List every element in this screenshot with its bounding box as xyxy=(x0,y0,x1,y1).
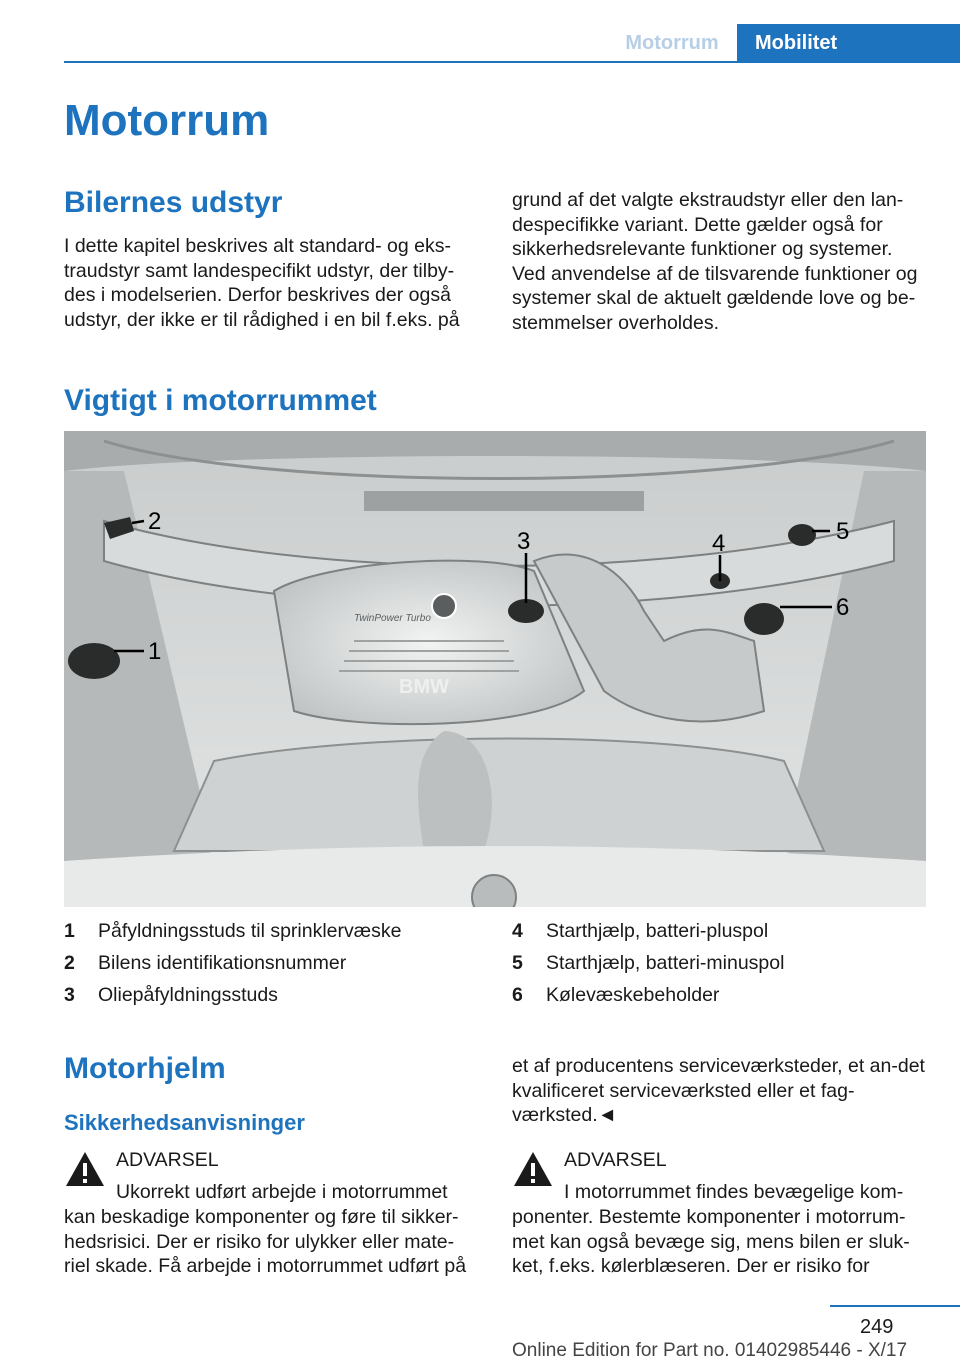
twinpower-badge: TwinPower Turbo xyxy=(354,613,431,624)
page-number: 249 xyxy=(860,1316,894,1338)
warning-text-first-line: I motorrummet findes bevægelige kom- xyxy=(564,1181,904,1203)
legend-number: 2 xyxy=(64,951,75,974)
warning-icon xyxy=(64,1150,106,1193)
legend-item xyxy=(512,947,926,979)
subheading-safety: Sikkerhedsanvisninger xyxy=(64,1110,305,1135)
callout-5: 5 xyxy=(836,518,850,545)
callout-3: 3 xyxy=(517,528,531,555)
footer-rule xyxy=(830,1305,960,1307)
warning-label: ADVARSEL xyxy=(116,1149,219,1171)
legend-text: Starthjælp, batteri-minuspol xyxy=(546,951,785,974)
equipment-paragraph-right: grund af det valgte ekstraudstyr eller den lan-despecifikke variant. Dette gælder også for sikkerhedsrelevante funktioner og systemer. Ved anvendelse af de tilsvarende funktioner og systemer skal de aktuelt gældende love og be-stemmelser overholdes. xyxy=(512,189,918,334)
legend-item xyxy=(64,947,484,979)
legend-text: Bilens identifikationsnummer xyxy=(98,951,347,974)
legend-number: 3 xyxy=(64,983,75,1006)
callout-1: 1 xyxy=(148,638,162,665)
page-title: Motorrum xyxy=(64,96,270,145)
header-rule xyxy=(64,61,960,63)
legend-number: 1 xyxy=(64,919,75,942)
legend-number: 6 xyxy=(512,983,523,1006)
legend-right xyxy=(512,915,926,1011)
warning-text-first-line: Ukorrekt udført arbejde i motorrummet xyxy=(116,1181,448,1203)
hood-paragraph-continued: et af producentens serviceværksteder, et an-det kvalificeret serviceværksted eller et fag-værksted.◄ xyxy=(512,1055,925,1127)
warning-label: ADVARSEL xyxy=(564,1149,667,1171)
callout-4: 4 xyxy=(712,530,726,557)
warning-icon xyxy=(512,1150,554,1193)
legend-text: Kølevæskebeholder xyxy=(546,983,720,1006)
engine-bay-illustration xyxy=(64,431,926,907)
edition-footer: Online Edition for Part no. 01402985446 - X/17 xyxy=(512,1340,908,1361)
callout-6: 6 xyxy=(836,594,850,621)
legend-number: 4 xyxy=(512,919,523,942)
legend-item xyxy=(64,915,484,947)
legend-item xyxy=(512,979,926,1011)
legend-text: Starthjælp, batteri-pluspol xyxy=(546,919,769,942)
section-heading-hood: Motorhjelm xyxy=(64,1052,226,1085)
tab-mobilitet[interactable]: Mobilitet xyxy=(737,24,960,62)
callout-2: 2 xyxy=(148,508,162,535)
equipment-paragraph-left: I dette kapitel beskrives alt standard- og eks-traudstyr samt landespecifikt udstyr, der tilby-des i modelserien. Derfor beskrives der også udstyr, der ikke er til rådighed i en bil f.eks. på xyxy=(64,235,460,331)
legend-text: Oliepåfyldningsstuds xyxy=(98,983,278,1006)
section-heading-important: Vigtigt i motorrummet xyxy=(64,384,377,417)
legend-item xyxy=(512,915,926,947)
legend-number: 5 xyxy=(512,951,523,974)
engine-bay-figure xyxy=(64,431,926,907)
warning-text: ponenter. Bestemte komponenter i motorrum-met kan også bevæge sig, mens bilen er sluk-ket, f.eks. kølerblæseren. Der er risiko for xyxy=(512,1206,910,1278)
legend-text: Påfyldningsstuds til sprinklervæske xyxy=(98,919,402,942)
legend-left xyxy=(64,915,484,1011)
warning-text: kan beskadige komponenter og føre til sikker-hedsrisici. Der er risiko for ulykker eller mate-riel skade. Få arbejde i motorrummet udført på xyxy=(64,1206,467,1278)
tab-motorrum[interactable]: Motorrum xyxy=(625,32,719,54)
section-heading-equipment: Bilernes udstyr xyxy=(64,186,283,219)
legend-item xyxy=(64,979,484,1011)
bmw-lettering: BMW xyxy=(399,676,449,698)
